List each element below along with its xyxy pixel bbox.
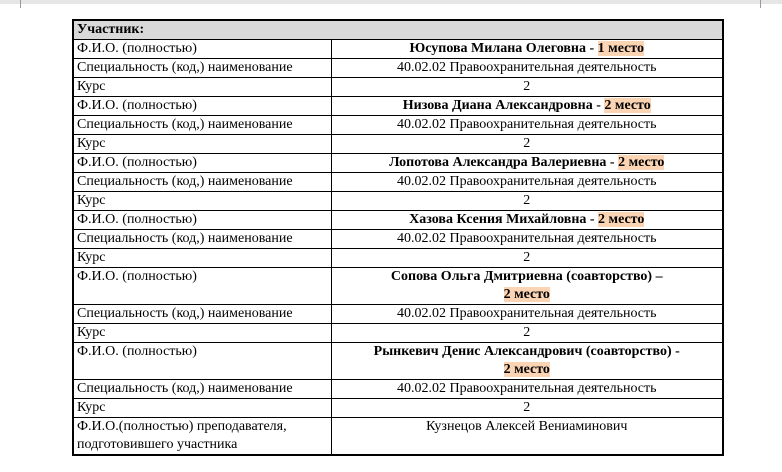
- course-value: 2: [331, 249, 723, 268]
- specialty-label: Специальность (код,) наименование: [73, 173, 331, 192]
- participant-name: Сопова Ольга Дмитриевна (соавторство) –: [390, 269, 663, 284]
- specialty-row: [73, 230, 723, 249]
- fio-row: [73, 268, 723, 305]
- fio-label: Ф.И.О. (полностью): [73, 154, 331, 173]
- course-label: Курс: [73, 249, 331, 268]
- page-top-edge: [0, 0, 782, 4]
- participant-name: Низова Диана Александровна -: [402, 98, 601, 113]
- course-row: [73, 78, 723, 97]
- teacher-row: [73, 418, 723, 456]
- specialty-value: 40.02.02 Правоохранительная деятельность: [331, 305, 723, 324]
- fio-value: [331, 268, 723, 305]
- specialty-value: 40.02.02 Правоохранительная деятельность: [331, 173, 723, 192]
- fio-row: [73, 343, 723, 380]
- specialty-value: 40.02.02 Правоохранительная деятельность: [331, 380, 723, 399]
- specialty-label: Специальность (код,) наименование: [73, 230, 331, 249]
- course-value: 2: [331, 78, 723, 97]
- specialty-row: [73, 305, 723, 324]
- place-badge: 2 место: [598, 212, 645, 227]
- participant-name: Лопотова Александра Валериевна -: [389, 155, 615, 170]
- course-label: Курс: [73, 192, 331, 211]
- fio-row: [73, 154, 723, 173]
- course-label: Курс: [73, 135, 331, 154]
- fio-value: [331, 97, 723, 116]
- specialty-label: Специальность (код,) наименование: [73, 305, 331, 324]
- header-row: [73, 20, 723, 40]
- fio-label: Ф.И.О. (полностью): [73, 343, 331, 380]
- fio-label: Ф.И.О. (полностью): [73, 211, 331, 230]
- fio-value: [331, 40, 723, 59]
- margin-marker-left: [20, 0, 21, 8]
- fio-value: [331, 343, 723, 380]
- place-badge: 2 место: [503, 362, 550, 377]
- place-badge: 2 место: [618, 155, 665, 170]
- participant-name: Юсупова Милана Олеговна -: [409, 41, 595, 56]
- specialty-label: Специальность (код,) наименование: [73, 116, 331, 135]
- fio-row: [73, 40, 723, 59]
- course-label: Курс: [73, 324, 331, 343]
- fio-label: Ф.И.О. (полностью): [73, 40, 331, 59]
- course-row: [73, 135, 723, 154]
- teacher-label: Ф.И.О.(полностью) преподавателя, подготовившего участника: [73, 418, 331, 456]
- specialty-row: [73, 116, 723, 135]
- teacher-value: Кузнецов Алексей Вениаминович: [331, 418, 723, 456]
- course-value: 2: [331, 192, 723, 211]
- place-badge: 1 место: [597, 41, 644, 56]
- course-row: [73, 192, 723, 211]
- specialty-label: Специальность (код,) наименование: [73, 380, 331, 399]
- course-row: [73, 249, 723, 268]
- fio-value: [331, 211, 723, 230]
- course-row: [73, 324, 723, 343]
- margin-marker-right: [760, 0, 761, 8]
- course-label: Курс: [73, 78, 331, 97]
- specialty-value: 40.02.02 Правоохранительная деятельность: [331, 230, 723, 249]
- fio-label: Ф.И.О. (полностью): [73, 268, 331, 305]
- specialty-row: [73, 173, 723, 192]
- course-value: 2: [331, 399, 723, 418]
- fio-label: Ф.И.О. (полностью): [73, 97, 331, 116]
- specialty-value: 40.02.02 Правоохранительная деятельность: [331, 59, 723, 78]
- fio-value: [331, 154, 723, 173]
- course-row: [73, 399, 723, 418]
- specialty-row: [73, 59, 723, 78]
- place-badge: 2 место: [503, 287, 550, 302]
- course-label: Курс: [73, 399, 331, 418]
- fio-row: [73, 211, 723, 230]
- course-value: 2: [331, 324, 723, 343]
- specialty-label: Специальность (код,) наименование: [73, 59, 331, 78]
- participant-name: Хазова Ксения Михайловна -: [409, 212, 595, 227]
- specialty-row: [73, 380, 723, 399]
- participants-table: [72, 19, 724, 456]
- specialty-value: 40.02.02 Правоохранительная деятельность: [331, 116, 723, 135]
- header-cell: Участник:: [73, 20, 723, 40]
- participant-name: Рынкевич Денис Александрович (соавторство) -: [373, 344, 680, 359]
- course-value: 2: [331, 135, 723, 154]
- fio-row: [73, 97, 723, 116]
- place-badge: 2 место: [604, 98, 651, 113]
